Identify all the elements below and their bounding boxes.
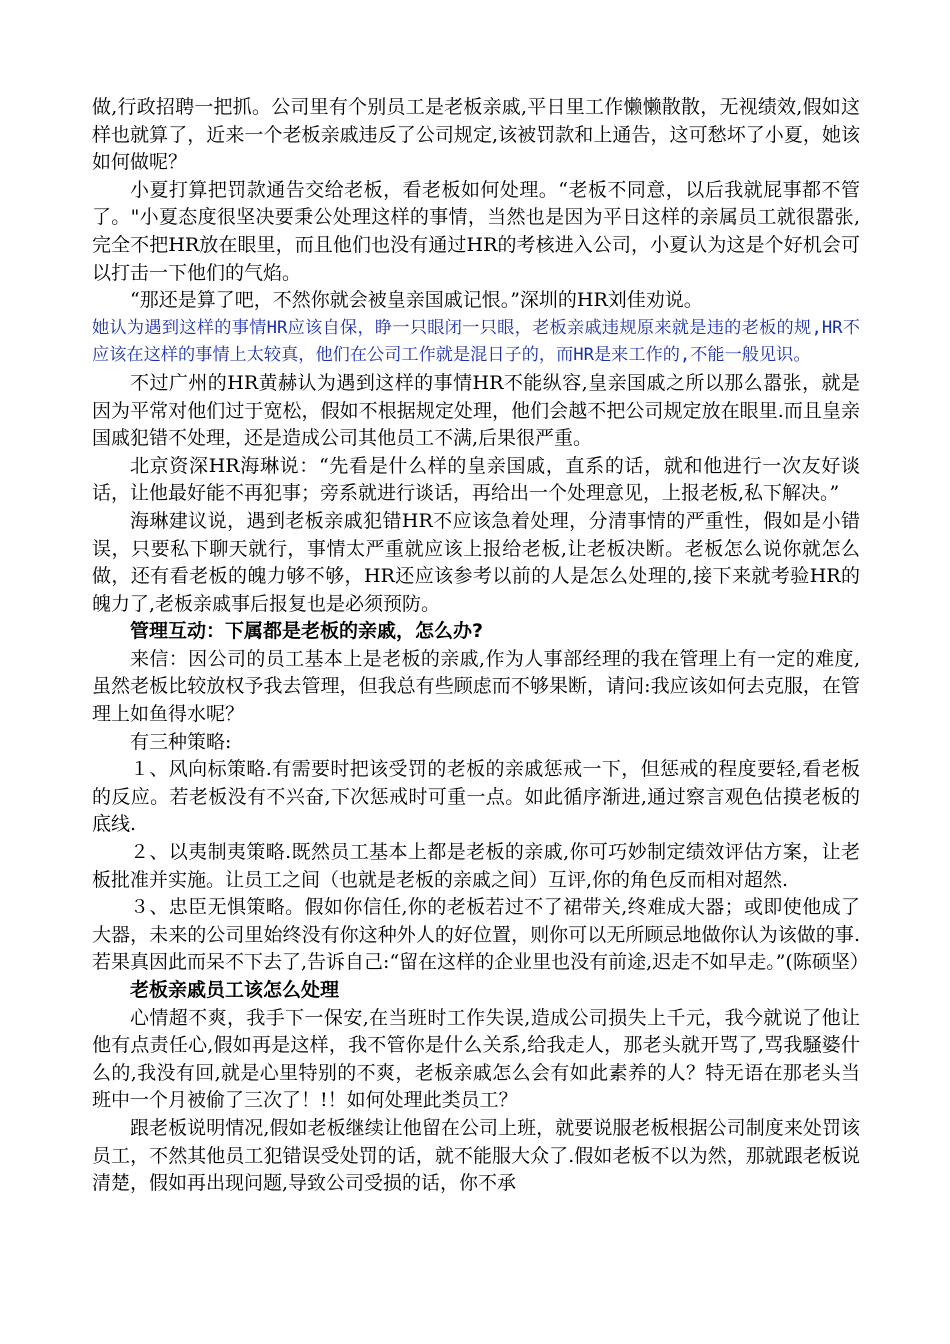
paragraph-1: 做,行政招聘一把抓。公司里有个别员工是老板亲戚,平日里工作懒懒散散，无视绩效,假如这样也就算了，近来一个老板亲戚违反了公司规定,该被罚款和上通告，这可愁坏了小夏，她该如何做呢？ xyxy=(92,96,860,174)
paragraph-10: 心情超不爽，我手下一保安,在当班时工作失误,造成公司损失上千元，我今就说了他让他有点责任心,假如再是这样，我不管你是什么关系,给我走人，那老头就开骂了,骂我騒婆什么的,我没有回,就是心里特别的不爽，老板亲戚怎么会有如此素养的人？特无语在那老头当班中一个月被偷了三次了！!！如何处理此类员工？ xyxy=(92,1006,860,1112)
paragraph-2: 小夏打算把罚款通告交给老板，看老板如何处理。“老板不同意，以后我就屁事都不管了。"小夏态度很坚决要秉公处理这样的事情，当然也是因为平日这样的亲属员工就很嚣张,完全不把HR放在眼里，而且他们也没有通过HR的考核进入公司，小夏认为这是个好机会可以打击一下他们的气焰。 xyxy=(92,178,860,284)
paragraph-9: 有三种策略: xyxy=(130,730,232,753)
paragraph-4-blue: 她认为遇到这样的事情HR应该自保，睁一只眼闭一只眼，老板亲戚违规原来就是违的老板的规,HR不应该在这样的事情上太较真，他们在公司工作就是混日子的，而HR是来工作的,不能一般见识。 xyxy=(92,317,860,366)
paragraph-3: “那还是算了吧，不然你就会被皇亲国戚记恨。”深圳的HR刘佳劝说。 xyxy=(130,289,703,312)
paragraph-7: 海琳建议说，遇到老板亲戚犯错HR不应该急着处理，分清事情的严重性，假如是小错误，只要私下聊天就行，事情太严重就应该上报给老板,让老板决断。老板怎么说你就怎么做，还有看老板的魄力够不够，HR还应该参考以前的人是怎么处理的,接下来就考验HR的魄力了,老板亲戚事后报复也是必须预防。 xyxy=(92,509,860,615)
section-heading-1: 管理互动：下属都是老板的亲戚，怎么办? xyxy=(130,620,484,643)
strategy-3: ３、忠臣无惧策略。假如你信任,你的老板若过不了裙带关,终难成大器；或即使他成了大器，未来的公司里始终没有你这种外人的好位置，则你可以无所顾忌地做你认为该做的事.若果真因此而呆不下去了,告诉自己:“留在这样的企业里也没有前途,迟走不如早走。”(陈硕坚） xyxy=(92,896,869,974)
paragraph-6: 北京资深HR海琳说：“先看是什么样的皇亲国戚，直系的话，就和他进行一次友好谈话，让他最好能不再犯事；旁系就进行谈话，再给出一个处理意见，上报老板,私下解决。” xyxy=(92,454,860,505)
section-heading-2: 老板亲戚员工该怎么处理 xyxy=(130,979,340,1001)
strategy-2: ２、以夷制夷策略.既然员工基本上都是老板的亲戚,你可巧妙制定绩效评估方案，让老板批准并实施。让员工之间（也就是老板的亲戚之间）互评,你的角色反而相对超然. xyxy=(92,841,860,891)
strategy-1: １、风向标策略.有需要时把该受罚的老板的亲戚惩戒一下，但惩戒的程度要轻,看老板的反应。若老板没有不兴奋,下次惩戒时可重一点。如此循序渐进,通过察言观色估摸老板的底线. xyxy=(92,758,860,836)
document-page xyxy=(92,94,869,1198)
paragraph-5: 不过广州的HR黄赫认为遇到这样的事情HR不能纵容,皇亲国戚之所以那么嚣张，就是因为平常对他们过于宽松，假如不根据规定处理，他们会越不把公司规定放在眼里.而且皇亲国戚犯错不处理，还是造成公司其他员工不满,后果很严重。 xyxy=(92,371,860,450)
paragraph-8: 来信：因公司的员工基本上是老板的亲戚,作为人事部经理的我在管理上有一定的难度,虽然老板比较放权予我去管理，但我总有些顾虑而不够果断，请问:我应该如何去克服，在管理上如鱼得水呢？ xyxy=(92,647,860,726)
paragraph-11: 跟老板说明情况,假如老板继续让他留在公司上班，就要说服老板根据公司制度来处罚该员工，不然其他员工犯错误受处罚的话，就不能服大众了.假如老板不以为然，那就跟老板说清楚，假如再出现问题,导致公司受损的话，你不承 xyxy=(92,1116,860,1195)
